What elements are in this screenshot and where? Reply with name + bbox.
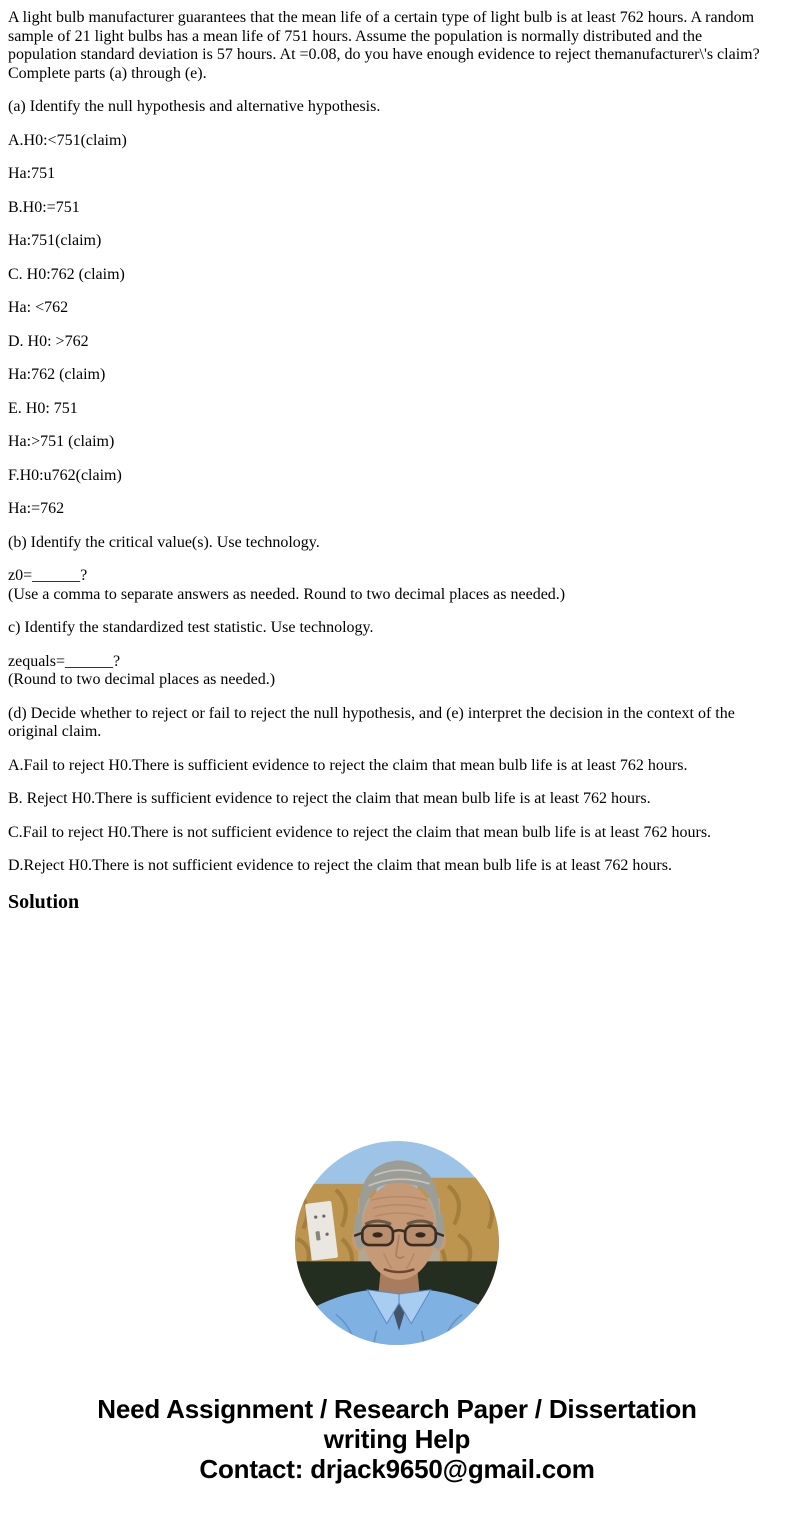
tutor-photo — [295, 1141, 499, 1345]
solution-heading: Solution — [8, 890, 80, 913]
hypothesis-option-d-alt: Ha:762 (claim) — [8, 366, 106, 383]
hypothesis-option-c: C. H0:762 (claim) — [8, 265, 125, 283]
hypothesis-option-a-alt: Ha:751 — [8, 165, 56, 182]
footer-banner — [0, 1394, 794, 1484]
hypothesis-option-c-alt: Ha: <762 — [8, 299, 69, 316]
part-c-prompt: c) Identify the standardized test statistic. Use technology. — [8, 619, 374, 636]
part-c-answer-note: (Round to two decimal places as needed.) — [8, 671, 276, 688]
decision-option-b: B. Reject H0.There is sufficient evidence to reject the claim that mean bulb life is at least 762 hours. — [8, 790, 651, 807]
part-b-answer-note: (Use a comma to separate answers as needed. Round to two decimal places as needed.) — [8, 585, 566, 603]
hypothesis-option-b: B.H0:=751 — [8, 198, 80, 216]
part-b-answer — [8, 567, 770, 604]
footer-contact-email: Contact: drjack9650@gmail.com — [199, 1453, 595, 1484]
hypothesis-option-f: F.H0:u762(claim) — [8, 466, 122, 484]
part-c-answer — [8, 653, 770, 690]
footer-heading-line-1: Need Assignment / Research Paper / Dissertation — [97, 1393, 697, 1424]
hypothesis-option-f-alt: Ha:=762 — [8, 500, 65, 517]
hypothesis-option-b-alt: Ha:751(claim) — [8, 232, 102, 249]
part-a-prompt: (a) Identify the null hypothesis and alternative hypothesis. — [8, 98, 381, 115]
decision-option-a: A.Fail to reject H0.There is sufficient evidence to reject the claim that mean bulb life is at least 762 hours. — [8, 756, 688, 774]
footer-heading-line-2: writing Help — [323, 1423, 471, 1454]
hypothesis-option-a: A.H0:<751(claim) — [8, 131, 127, 149]
decision-option-d: D.Reject H0.There is not sufficient evidence to reject the claim that mean bulb life is at least 762 hours. — [8, 857, 672, 874]
part-c-answer-blank: zequals=______? — [8, 652, 121, 670]
hypothesis-option-d: D. H0: >762 — [8, 332, 89, 350]
decision-option-c: C.Fail to reject H0.There is not sufficient evidence to reject the claim that mean bulb life is at least 762 hours. — [8, 823, 712, 841]
hypothesis-option-e-alt: Ha:>751 (claim) — [8, 433, 115, 450]
part-b-answer-blank: z0=______? — [8, 567, 88, 584]
part-b-prompt: (b) Identify the critical value(s). Use technology. — [8, 533, 320, 551]
tutor-photo-container — [0, 1141, 794, 1345]
problem-statement: A light bulb manufacturer guarantees that the mean life of a certain type of light bulb is at least 762 hours. A random sample of 21 light bulbs has a mean life of 751 hours. Assume the population is normally distributed and the population standard deviation is 57 hours. At =0.08, do you have enough evidence to reject themanufacturer\'s claim? Complete parts (a) through (e). — [8, 9, 760, 82]
part-d-e-prompt: (d) Decide whether to reject or fail to reject the null hypothesis, and (e) interpret the decision in the context of the original claim. — [8, 704, 735, 740]
hypothesis-option-e: E. H0: 751 — [8, 399, 78, 417]
